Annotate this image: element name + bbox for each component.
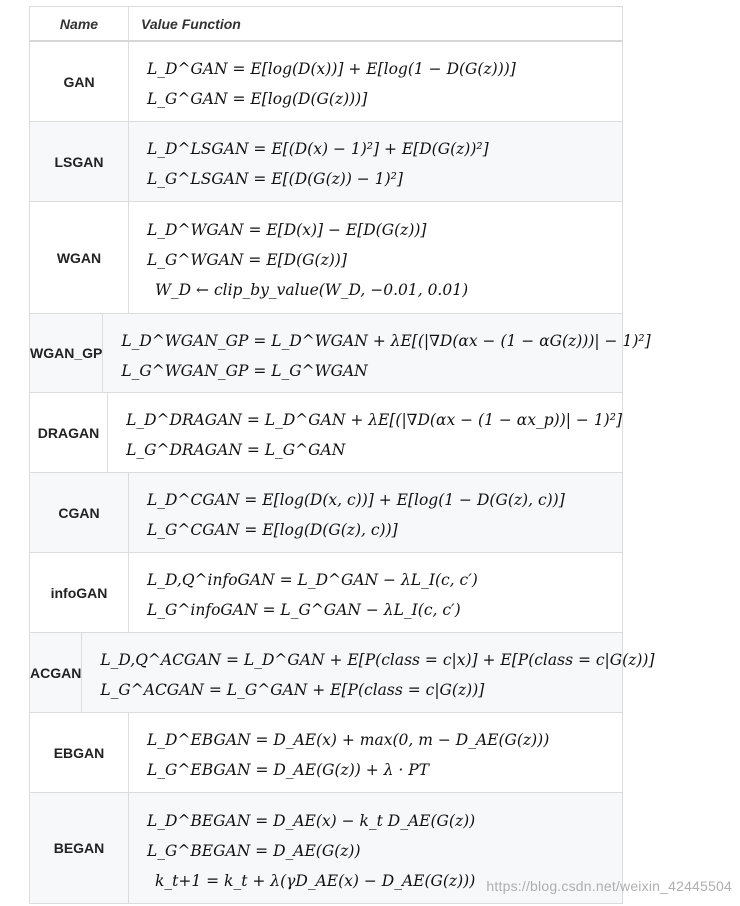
row-name: GAN bbox=[30, 42, 129, 121]
equation: L_G^LSGAN = E[(D(G(z)) − 1)²] bbox=[147, 170, 403, 188]
header-value-function: Value Function bbox=[141, 15, 241, 32]
gan-value-function-table bbox=[29, 6, 655, 904]
row-name: EBGAN bbox=[30, 713, 129, 792]
equation: L_G^infoGAN = L_G^GAN − λL_I(c, c′) bbox=[147, 601, 461, 619]
table-row-lsgan bbox=[30, 122, 622, 202]
equation: L_G^WGAN = E[D(G(z))] bbox=[147, 251, 347, 269]
row-equations bbox=[129, 202, 622, 313]
table-row-acgan bbox=[30, 633, 655, 713]
row-name: DRAGAN bbox=[30, 393, 108, 472]
equation: L_G^ACGAN = L_G^GAN + E[P(class = c|G(z))] bbox=[100, 681, 485, 699]
equation: L_D^WGAN = E[D(x)] − E[D(G(z))] bbox=[147, 221, 427, 239]
table-row-wgan-gp bbox=[30, 314, 651, 393]
equation: L_D^CGAN = E[log(D(x, c))] + E[log(1 − D(G(z), c))] bbox=[147, 491, 565, 509]
row-equations bbox=[103, 314, 650, 392]
equation: L_G^GAN = E[log(D(G(z)))] bbox=[147, 90, 368, 108]
row-equations bbox=[108, 393, 622, 472]
table-row-gan bbox=[30, 42, 622, 122]
equation: L_G^DRAGAN = L_G^GAN bbox=[126, 441, 346, 459]
equation: L_D,Q^infoGAN = L_D^GAN − λL_I(c, c′) bbox=[147, 571, 478, 589]
row-equations bbox=[129, 713, 622, 792]
row-name: ACGAN bbox=[30, 633, 82, 712]
row-name: infoGAN bbox=[30, 553, 129, 632]
row-name: CGAN bbox=[30, 473, 129, 552]
equation: W_D ← clip_by_value(W_D, −0.01, 0.01) bbox=[155, 281, 469, 299]
csdn-watermark: https://blog.csdn.net/weixin_42445504 bbox=[486, 878, 732, 894]
equation: L_G^BEGAN = D_AE(G(z)) bbox=[147, 841, 361, 860]
equation: L_D,Q^ACGAN = L_D^GAN + E[P(class = c|x)] + E[P(class = c|G(z))] bbox=[100, 651, 655, 669]
header-name: Name bbox=[30, 7, 129, 40]
row-equations bbox=[129, 473, 622, 552]
equation: L_G^CGAN = E[log(D(G(z), c))] bbox=[147, 521, 398, 539]
equation: L_D^EBGAN = D_AE(x) + max(0, m − D_AE(G(z))) bbox=[147, 731, 550, 749]
equation: L_D^WGAN_GP = L_D^WGAN + λE[(|∇D(αx − (1 − αG(z)))| − 1)²] bbox=[121, 331, 651, 350]
row-equations bbox=[129, 553, 622, 632]
equation: L_D^BEGAN = D_AE(x) − k_t D_AE(G(z)) bbox=[147, 811, 476, 830]
table-row-cgan bbox=[30, 473, 622, 553]
table-row-infogan bbox=[30, 553, 622, 633]
equation: L_D^GAN = E[log(D(x))] + E[log(1 − D(G(z)))] bbox=[147, 60, 516, 78]
equation: L_D^LSGAN = E[(D(x) − 1)²] + E[D(G(z))²] bbox=[147, 140, 489, 158]
table-row-ebgan bbox=[30, 713, 622, 793]
row-name: WGAN_GP bbox=[30, 314, 103, 392]
row-equations bbox=[129, 122, 622, 201]
table-header bbox=[30, 7, 622, 42]
row-name: WGAN bbox=[30, 202, 129, 313]
table-row-wgan bbox=[30, 202, 622, 314]
row-name: BEGAN bbox=[30, 793, 129, 903]
equation: L_G^WGAN_GP = L_G^WGAN bbox=[121, 361, 368, 380]
row-equations bbox=[82, 633, 654, 712]
equation: L_G^EBGAN = D_AE(G(z)) + λ · PT bbox=[147, 761, 430, 779]
row-name: LSGAN bbox=[30, 122, 129, 201]
equation: k_t+1 = k_t + λ(γD_AE(x) − D_AE(G(z))) bbox=[155, 871, 476, 890]
row-equations bbox=[129, 42, 622, 121]
table-row-dragan bbox=[30, 393, 622, 473]
equation: L_D^DRAGAN = L_D^GAN + λE[(|∇D(αx − (1 − αx_p))| − 1)²] bbox=[126, 411, 622, 429]
